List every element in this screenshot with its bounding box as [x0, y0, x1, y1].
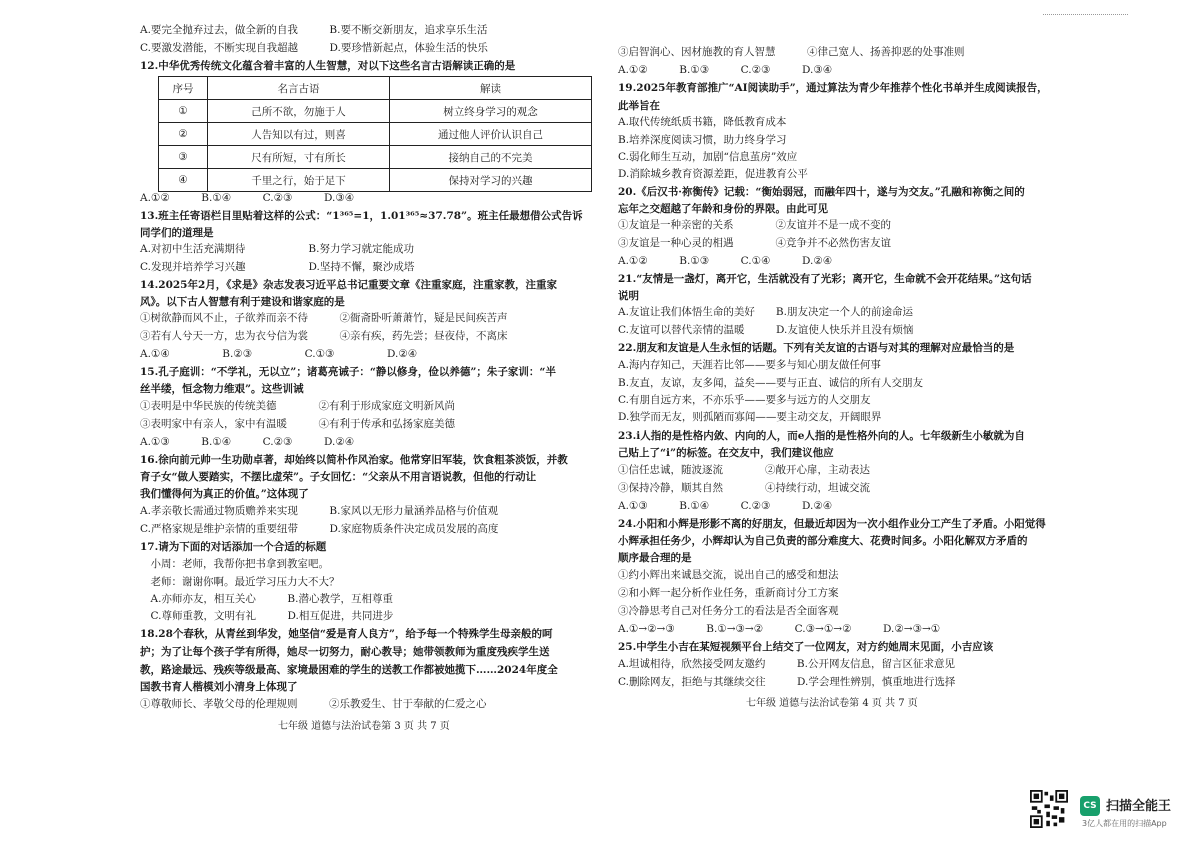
answer-option-line: A.①② B.①③ C.①④ D.②④ [618, 255, 833, 267]
page-footer: 七年级 道德与法治试卷第 3 页 共 7 页 [278, 721, 450, 732]
answer-option-line: ①树欲静而风不止，子欲养而亲不待 ②衙斋卧听萧萧竹，疑是民间疾苦声 [140, 312, 508, 324]
question-stem-line: 顺序最合理的是 [618, 552, 692, 564]
question-stem-line: 22.朋友和友谊是人生永恒的话题。下列有关友谊的古语与对其的理解对应最恰当的是 [618, 342, 1015, 354]
question-stem-line: 育子女“做人要踏实，不摆比虚荣”。子女回忆：“父亲从不用言语说教，但他的行动让 [140, 471, 537, 483]
table-cell: 千里之行，始于足下 [208, 169, 390, 192]
answer-option-line: 小周：老师，我帮你把书拿到教室吧。 [140, 558, 329, 570]
answer-option-line: C.发现并培养学习兴趣 D.坚持不懈，聚沙成塔 [140, 261, 415, 273]
table-cell: 保持对学习的兴趣 [389, 169, 591, 192]
answer-option-line: D.独学而无友，则孤陋而寡闻——要主动交友，开阔眼界 [618, 411, 882, 423]
question-stem-line: 25.中学生小吉在某短视频平台上结交了一位网友，对方约她周末见面，小吉应该 [618, 641, 994, 653]
table-cell: ④ [159, 169, 208, 192]
scan-edge-mark [1043, 14, 1128, 17]
question-stem-line: 24.小阳和小辉是形影不离的好朋友，但最近却因为一次小组作业分工产生了矛盾。小阳觉得 [618, 518, 1046, 530]
answer-option-line: ①信任忠诚，随波逐流 ②敞开心扉，主动表达 [618, 464, 870, 476]
answer-option-line: A.对初中生活充满期待 B.努力学习就定能成功 [140, 243, 414, 255]
answer-option-line: C.弱化师生互动，加剧“信息茧房”效应 [618, 151, 798, 163]
answer-option-line: A.坦诚相待，欣然接受网友邀约 B.公开网友信息，留言区征求意见 [618, 658, 955, 670]
question-stem-line: 23.i人指的是性格内敛、内向的人，而e人指的是性格外向的人。七年级新生小敏就为自 [618, 430, 1025, 442]
answer-option-line: ③表明家中有亲人，家中有温暖 ④有利于传承和弘扬家庭美德 [140, 418, 455, 430]
table-cell: 树立终身学习的观念 [389, 100, 591, 123]
table-cell: 通过他人评价认识自己 [389, 123, 591, 146]
answer-option-line: C.要激发潜能，不断实现自我超越 D.要珍惜新起点，体验生活的快乐 [140, 42, 488, 54]
question-stem-line: 此举旨在 [618, 100, 660, 112]
question-stem-line: 13.班主任寄语栏目里贴着这样的公式：“1³⁶⁵=1，1.01³⁶⁵≈37.78”。班主任最想借公式告诉 [140, 210, 583, 222]
answer-option-line: ③保持冷静，顺其自然 ④持续行动，坦诚交流 [618, 482, 870, 494]
answer-option-line: B.培养深度阅读习惯，助力终身学习 [618, 134, 787, 146]
question-stem-line: 19.2025年教育部推广“AI阅读助手”，通过算法为青少年推荐个性化书单并生成阅读报告， [618, 82, 1048, 94]
answer-option-line: ③友谊是一种心灵的相遇 ④竞争并不必然伤害友谊 [618, 237, 891, 249]
question-stem-line: 21.“友情是一盏灯，离开它，生活就没有了光彩；离开它，生命就不会开花结果。”这句话 [618, 273, 1032, 285]
answer-option-line: ①尊敬师长、孝敬父母的伦理规则 ②乐教爱生、甘于奉献的仁爱之心 [140, 698, 487, 710]
answer-option-line: A.①③ B.①④ C.②③ D.②④ [140, 436, 355, 448]
scanner-tagline: 3亿人都在用的扫描App [1082, 819, 1167, 828]
question-stem-line: 20.《后汉书·祢衡传》记载：“衡始弱冠，而融年四十，遂与为交友。”孔融和祢衡之间的 [618, 186, 1025, 198]
answer-option-line: A.①④ B.②③ C.①③ D.②④ [140, 348, 418, 360]
question-stem-line: 15.孔子庭训：“不学礼，无以立”；诸葛亮诫子：“静以修身，俭以养德”；朱子家训：“半 [140, 366, 556, 378]
answer-option-line: C.有朋自远方来，不亦乐乎——要多与远方的人交朋友 [618, 394, 871, 406]
page-footer: 七年级 道德与法治试卷第 4 页 共 7 页 [746, 698, 918, 709]
answer-option-line: C.友谊可以替代亲情的温暖 D.友谊使人快乐并且没有烦恼 [618, 324, 914, 336]
question-stem-line: 12.中华优秀传统文化蕴含着丰富的人生智慧，对以下这些名言古语解读正确的是 [140, 60, 516, 72]
table-cell: ③ [159, 146, 208, 169]
table-header-cell: 序号 [159, 77, 208, 100]
question-stem-line: 教，路途最远、残疾等级最高、家境最困难的学生的送教工作都被她揽下……2024年度全 [140, 664, 558, 676]
answer-option-line: ③启智润心、因材施教的育人智慧 ④律己宽人、扬善抑恶的处事准则 [618, 46, 965, 58]
answer-option-line: ①约小辉出来诚恳交流，说出自己的感受和想法 [618, 569, 839, 581]
answer-option-line: A.①③ B.①④ C.②③ D.②④ [618, 500, 833, 512]
answer-option-line: A.①② B.①④ C.②③ D.③④ [140, 192, 355, 204]
question-stem-line: 18.28个春秋，从青丝到华发，她坚信“爱是育人良方”，给予每一个特殊学生母亲般的呵 [140, 628, 553, 640]
answer-option-line: A.友谊让我们体悟生命的美好 B.朋友决定一个人的前途命运 [618, 306, 913, 318]
table-cell: 接纳自己的不完美 [389, 146, 591, 169]
quote-interpretation-table [158, 76, 592, 192]
table-row [159, 169, 592, 192]
table-cell: ① [159, 100, 208, 123]
question-stem-line: 同学们的道理是 [140, 227, 214, 239]
answer-option-line: A.要完全抛弃过去，做全新的自我 B.要不断交新朋友，追求享乐生活 [140, 24, 488, 36]
answer-option-line: A.取代传统纸质书籍，降低教育成本 [618, 116, 787, 128]
qr-code-icon [1030, 790, 1068, 828]
question-stem-line: 说明 [618, 290, 639, 302]
answer-option-line: C.尊师重教，文明有礼 D.相互促进，共同进步 [140, 610, 394, 622]
table-row [159, 123, 592, 146]
answer-option-line: C.严格家规是维护亲情的重要纽带 D.家庭物质条件决定成员发展的高度 [140, 523, 499, 535]
table-header-cell: 名言古语 [208, 77, 390, 100]
table-row [159, 146, 592, 169]
question-stem-line: 17.请为下面的对话添加一个合适的标题 [140, 541, 327, 553]
answer-option-line: A.海内存知己，天涯若比邻——要多与知心朋友做任何事 [618, 359, 881, 371]
table-row [159, 100, 592, 123]
question-stem-line: 国教书育人楷模刘小清身上体现了 [140, 681, 298, 693]
answer-option-line: ①表明是中华民族的传统美德 ②有利于形成家庭文明新风尚 [140, 400, 455, 412]
answer-option-line: A.孝亲敬长需通过物质赡养来实现 B.家风以无形力量涵养品格与价值观 [140, 505, 498, 517]
question-stem-line: 16.徐向前元帅一生功勋卓著，却始终以简朴作风治家。他常穿旧军装，饮食粗茶淡饭，并教 [140, 454, 568, 466]
question-stem-line: 风》。以下古人智慧有利于建设和谐家庭的是 [140, 296, 345, 308]
question-stem-line: 小辉承担任务少，小辉却认为自己负责的部分难度大、花费时间多。小阳化解双方矛盾的 [618, 535, 1028, 547]
question-stem-line: 己贴上了“i”的标签。在交友中，我们建议他应 [618, 447, 834, 459]
answer-option-line: C.删除网友，拒绝与其继续交往 D.学会理性辨别，慎重地进行选择 [618, 676, 956, 688]
answer-option-line: A.①→②→③ B.①→③→② C.③→①→② D.②→③→① [618, 623, 941, 635]
table-cell: 尺有所短，寸有所长 [208, 146, 390, 169]
question-stem-line: 忘年之交超越了年龄和身份的界限。由此可见 [618, 203, 828, 215]
table-cell: 人告知以有过，则喜 [208, 123, 390, 146]
question-stem-line: 护；为了让每个孩子学有所得，她尽一切努力，耐心教导；她带领教师为重度残疾学生送 [140, 646, 550, 658]
answer-option-line: ①友谊是一种亲密的关系 ②友谊并不是一成不变的 [618, 219, 891, 231]
answer-option-line: ③若有人兮天一方，忠为衣兮信为裳 ④亲有疾，药先尝；昼夜侍，不离床 [140, 330, 508, 342]
scanner-app-name: 扫描全能王 [1106, 799, 1172, 814]
answer-option-line: 老师：谢谢你啊。最近学习压力大不大？ [140, 576, 340, 588]
cs-logo-icon: CS [1080, 796, 1100, 816]
question-stem-line: 14.2025年2月，《求是》杂志发表习近平总书记重要文章《注重家庭，注重家教，注重家 [140, 279, 558, 291]
question-stem-line: 丝半缕，恒念物力维艰”。这些训诫 [140, 383, 304, 395]
table-header-cell: 解读 [389, 77, 591, 100]
answer-option-line: ②和小辉一起分析作业任务，重新商讨分工方案 [618, 587, 839, 599]
answer-option-line: A.亦师亦友，相互关心 B.潜心教学，互相尊重 [140, 593, 393, 605]
table-cell: ② [159, 123, 208, 146]
answer-option-line: ③冷静思考自己对任务分工的看法是否全面客观 [618, 605, 839, 617]
question-stem-line: 我们懂得何为真正的价值。”这体现了 [140, 488, 309, 500]
table-cell: 己所不欲，勿施于人 [208, 100, 390, 123]
answer-option-line: B.友直，友谅，友多闻，益矣——要与正直、诚信的所有人交朋友 [618, 377, 924, 389]
answer-option-line: A.①② B.①③ C.②③ D.③④ [618, 64, 833, 76]
answer-option-line: D.消除城乡教育资源差距，促进教育公平 [618, 168, 808, 180]
